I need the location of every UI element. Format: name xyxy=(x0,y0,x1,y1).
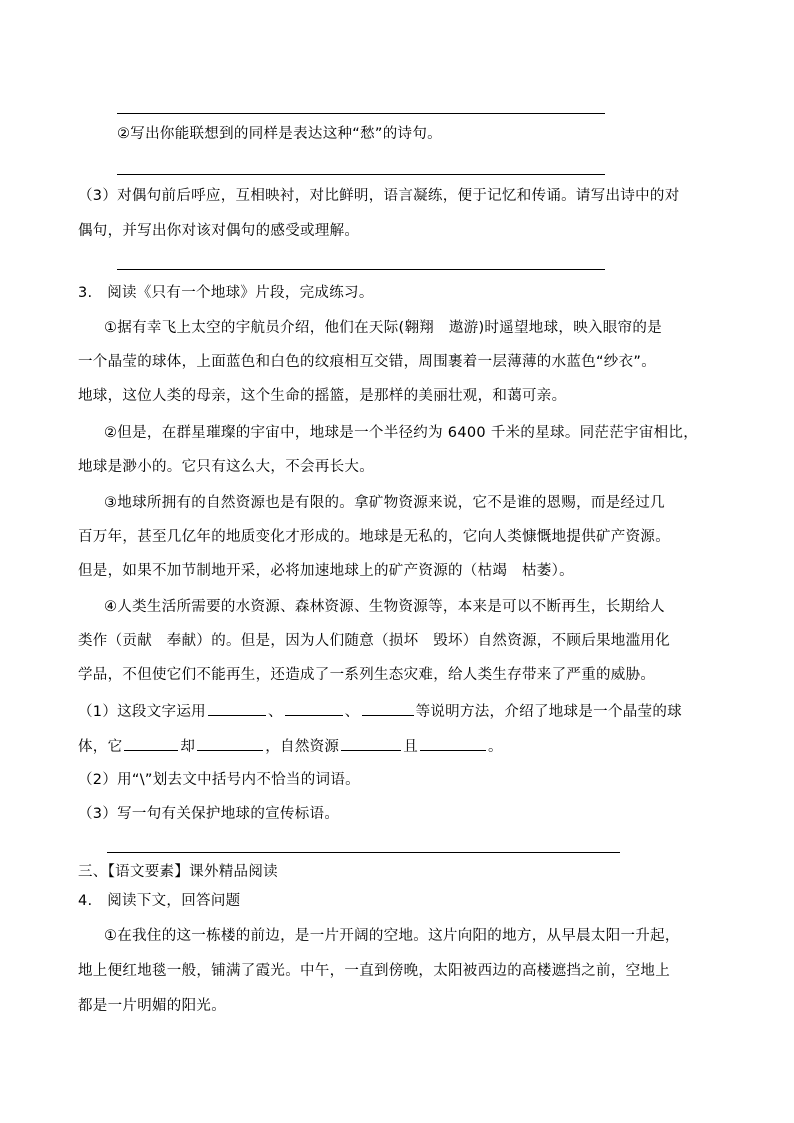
passage-line: ④人类生活所需要的水资源、森林资源、生物资源等，本来是可以不断再生，长期给人 xyxy=(104,599,665,615)
passage-line: ①据有幸飞上太空的宇航员介绍，他们在天际(翱翔 遨游)时遥望地球，映入眼帘的是 xyxy=(104,320,663,336)
question-text: （1）这段文字运用 xyxy=(78,704,206,720)
question-3-part-1-cont xyxy=(78,736,728,757)
answer-line[interactable] xyxy=(117,269,605,270)
passage-line: 一个晶莹的球体，上面蓝色和白色的纹痕相互交错，周围裹着一层薄薄的水蓝色“纱衣”。 xyxy=(78,354,657,370)
fill-blank[interactable] xyxy=(341,736,401,751)
answer-line[interactable] xyxy=(107,852,620,853)
passage-line: ③地球所拥有的自然资源也是有限的。拿矿物资源来说，它不是谁的恩赐，而是经过几 xyxy=(104,495,665,511)
question-2-part-2: ②写出你能联想到的同样是表达这种“愁”的诗句。 xyxy=(117,126,442,142)
question-3-part-3: （3）写一句有关保护地球的宣传标语。 xyxy=(78,806,340,822)
question-2-part-3-cont: 偶句，并写出你对该对偶句的感受或理解。 xyxy=(78,223,360,239)
fill-blank[interactable] xyxy=(420,736,486,751)
passage-line: 地球，这位人类的母亲，这个生命的摇篮，是那样的美丽壮观，和蔼可亲。 xyxy=(78,388,567,404)
question-2-part-3: （3）对偶句前后呼应，互相映衬，对比鲜明，语言凝练，便于记忆和传诵。请写出诗中的对 xyxy=(78,188,680,204)
fill-blank[interactable] xyxy=(208,701,266,716)
passage-line: 百万年，甚至几亿年的地质变化才形成的。地球是无私的，它向人类慷慨地提供矿产资源。 xyxy=(78,529,670,545)
separator: 、 xyxy=(344,704,360,720)
passage-line: ①在我住的这一栋楼的前边，是一片开阔的空地。这片向阳的地方，从早晨太阳一升起， xyxy=(104,928,680,944)
question-text: 且 xyxy=(403,739,419,755)
passage-line: 都是一片明媚的阳光。 xyxy=(78,998,226,1014)
fill-blank[interactable] xyxy=(362,701,414,716)
question-text: 等说明方法，介绍了地球是一个晶莹的球 xyxy=(415,704,682,720)
question-text: 却 xyxy=(180,739,196,755)
separator: 、 xyxy=(267,704,283,720)
passage-line: ②但是，在群星璀璨的宇宙中，地球是一个半径约为 6400 千米的星球。同茫茫宇宙相比， xyxy=(104,425,699,441)
question-4-title: 4. 阅读下文，回答问题 xyxy=(78,893,241,909)
question-text: 体，它 xyxy=(78,739,123,755)
question-text: 。 xyxy=(488,739,503,755)
passage-line: 但是，如果不加节制地开采，必将加速地球上的矿产资源的（枯竭 枯萎）。 xyxy=(78,563,574,579)
answer-line[interactable] xyxy=(117,113,605,114)
question-3-part-2: （2）用“\”划去文中括号内不恰当的词语。 xyxy=(78,772,360,788)
question-text: ，自然资源 xyxy=(265,739,340,755)
question-3-part-1 xyxy=(78,701,728,722)
answer-line[interactable] xyxy=(117,174,605,175)
fill-blank[interactable] xyxy=(124,736,178,751)
question-3-title: 3. 阅读《只有一个地球》片段，完成练习。 xyxy=(78,285,374,301)
fill-blank[interactable] xyxy=(197,736,263,751)
passage-line: 学品，不但使它们不能再生，还造成了一系列生态灾难，给人类生存带来了严重的威胁。 xyxy=(78,667,656,683)
section-heading: 三、【语文要素】课外精品阅读 xyxy=(78,864,278,880)
passage-line: 地上便红地毯一般，铺满了霞光。中午，一直到傍晚，太阳被西边的高楼遮挡之前，空地上 xyxy=(78,963,670,979)
passage-line: 类作（贡献 奉献）的。但是，因为人们随意（损坏 毁坏）自然资源，不顾后果地滥用化 xyxy=(78,633,670,649)
fill-blank[interactable] xyxy=(285,701,343,716)
passage-line: 地球是渺小的。它只有这么大，不会再长大。 xyxy=(78,459,374,475)
